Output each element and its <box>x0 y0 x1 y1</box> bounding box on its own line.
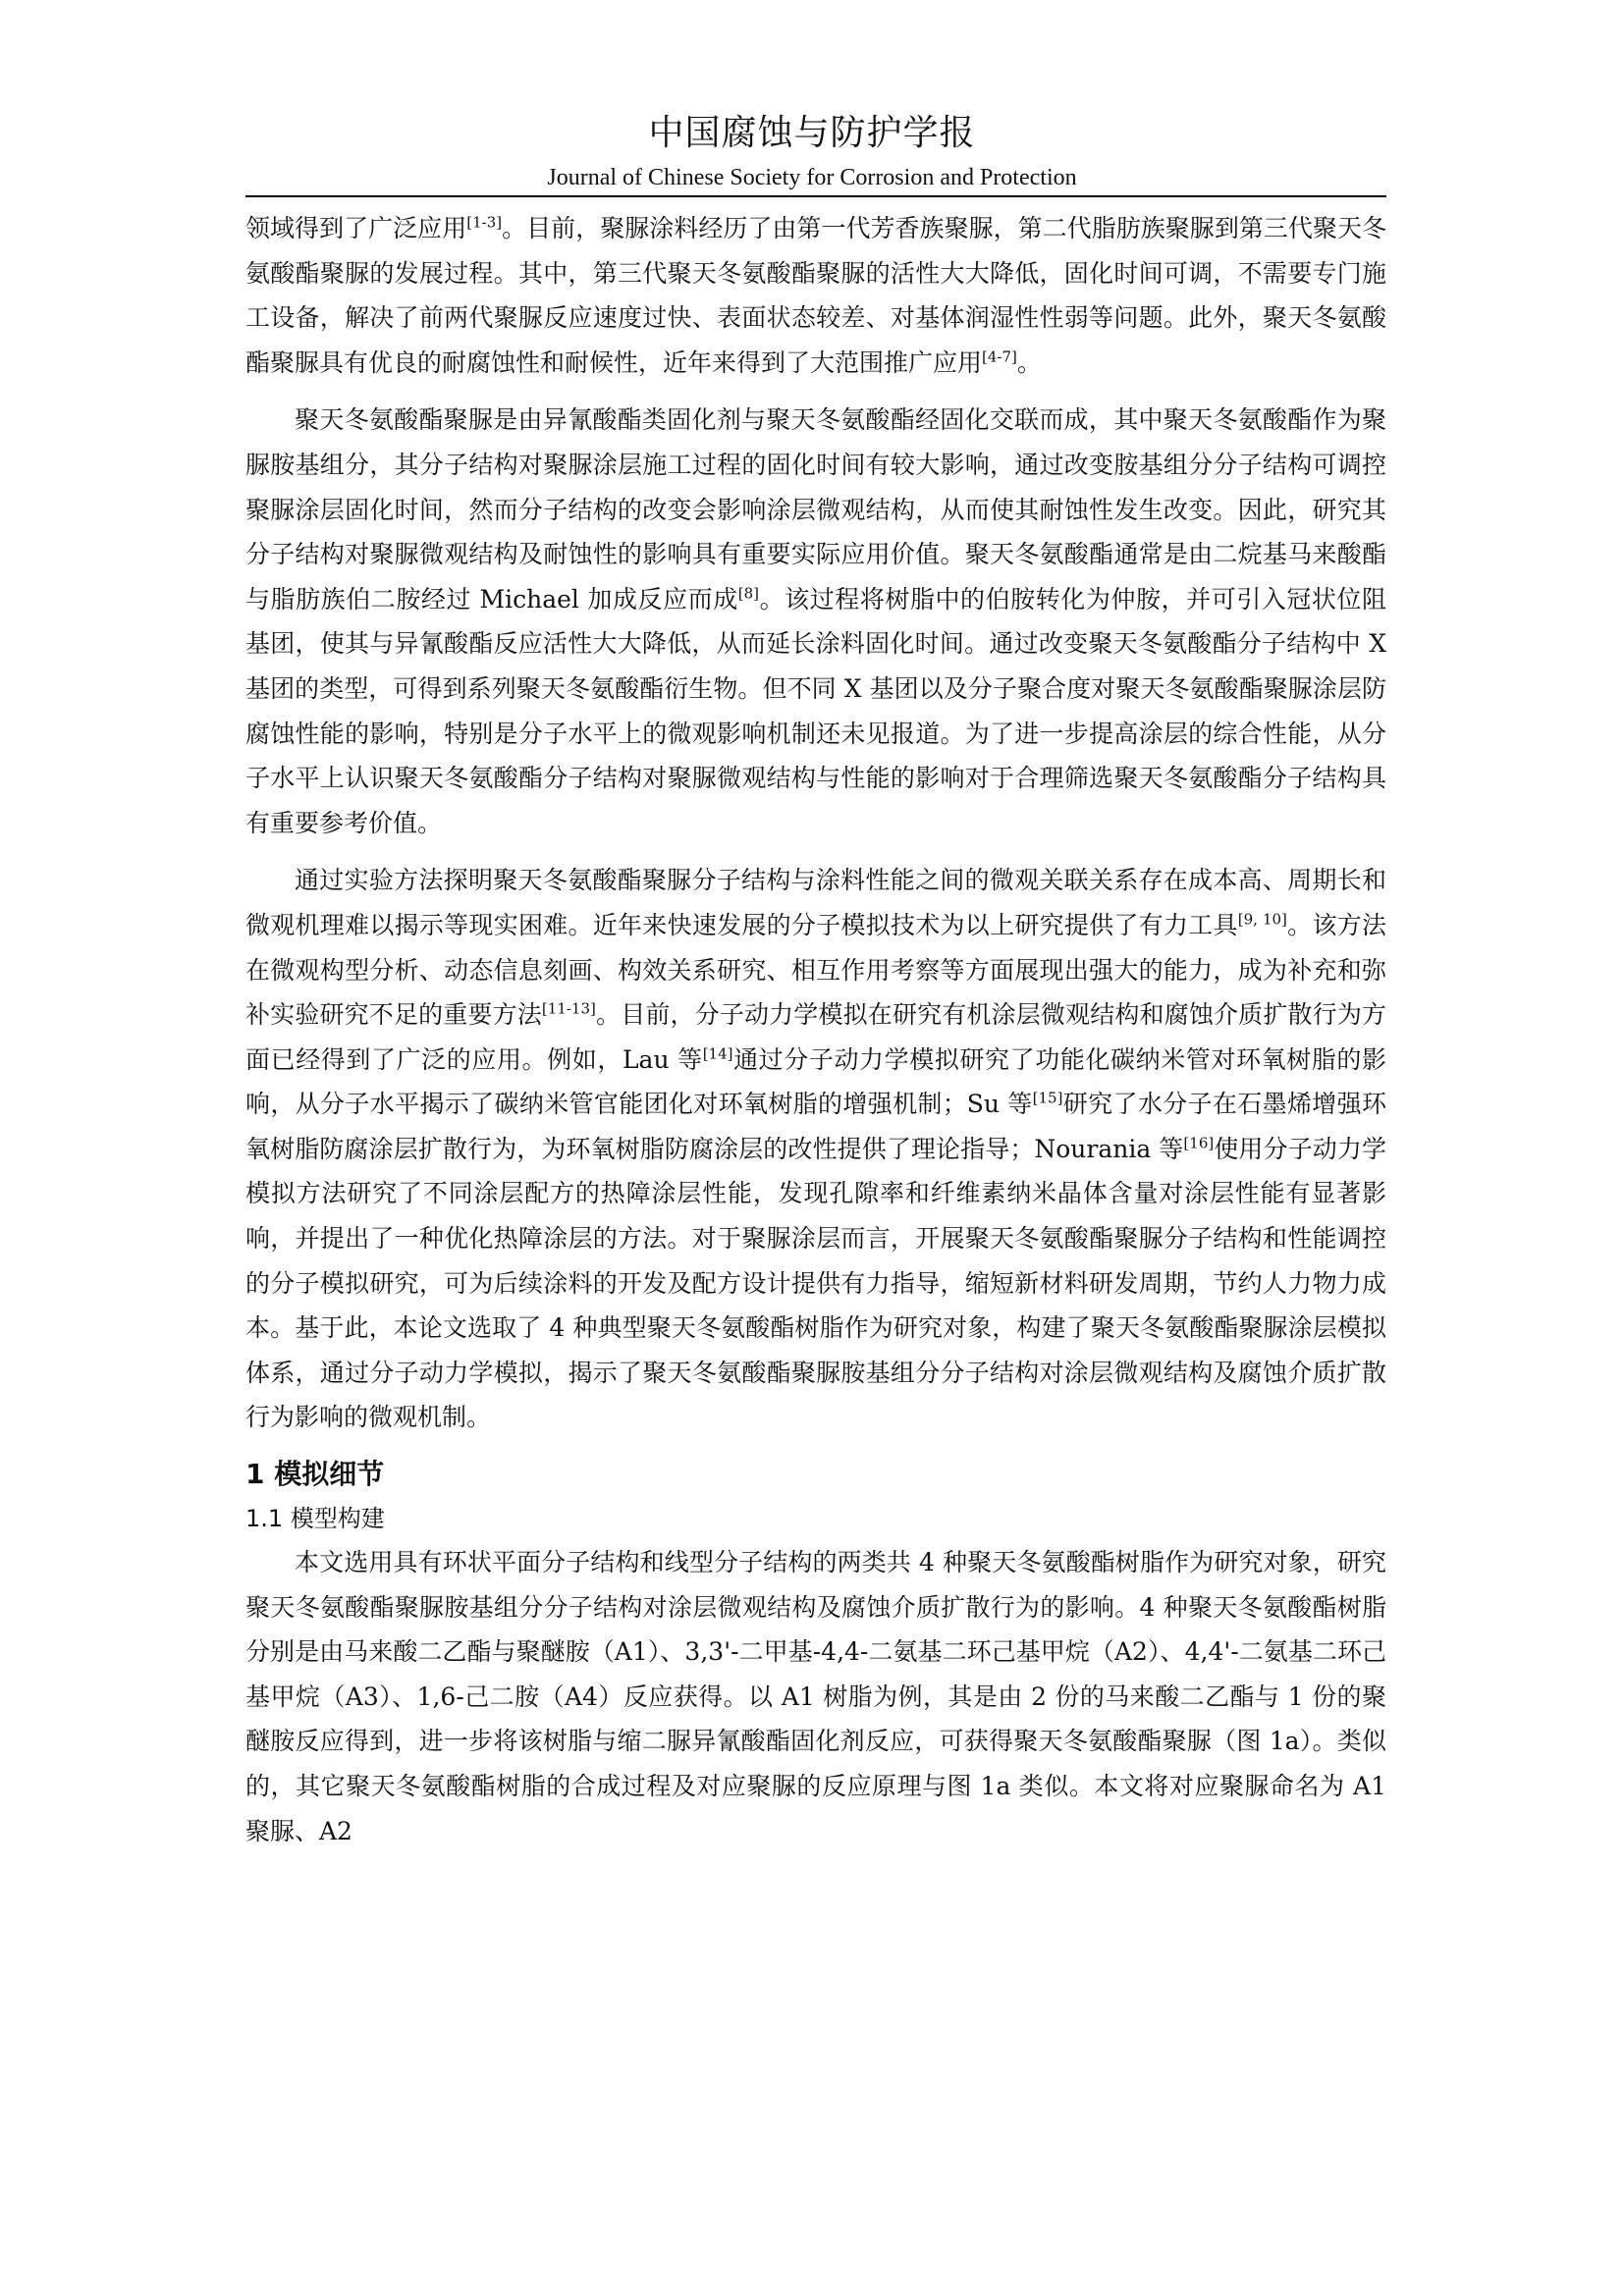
header-rule <box>245 195 1386 197</box>
text: 。该过程将树脂中的伯胺转化为仲胺，并可引入冠状位阻基团，使其与异氰酸酯反应活性大大降低，从而延长涂料固化时间。通过改变聚天冬氨酸酯分子结构中 X 基团的类型，可得到系列聚天冬氨酸酯衍生物。但不同 X 基团以及分子聚合度对聚天冬氨酸酯聚脲涂层防腐蚀性能的影响，特别是分子水平上的微观影响机制还未见报道。为了进一步提高涂层的综合性能，从分子水平上认识聚天冬氨酸酯分子结构对聚脲微观结构与性能的影响对于合理筛选聚天冬氨酸酯分子结构具有重要参考价值。 <box>245 584 1386 837</box>
paragraph-2 <box>245 398 1386 845</box>
citation: [16] <box>1183 1134 1215 1152</box>
text: 。目前，分子动力学模拟在研究有机涂层微观结构和腐蚀介质扩散行为方面已经得到了广泛的应用。例如，Lau 等 <box>245 1000 1386 1074</box>
citation: [4-7] <box>982 347 1017 366</box>
citation: [14] <box>702 1044 733 1063</box>
text: 研究了水分子在石墨烯增强环氧树脂防腐涂层扩散行为，为环氧树脂防腐涂层的改性提供了理论指导；Nourania 等 <box>245 1090 1386 1163</box>
text: 通过实验方法探明聚天冬氨酸酯聚脲分子结构与涂料性能之间的微观关联关系存在成本高、周期长和微观机理难以揭示等现实困难。近年来快速发展的分子模拟技术为以上研究提供了有力工具 <box>245 866 1386 939</box>
subsection-heading-1-1: 1.1 模型构建 <box>245 1505 385 1533</box>
article-body <box>245 206 1386 1853</box>
paragraph-1 <box>245 206 1386 385</box>
running-header <box>0 110 1624 192</box>
text: 通过分子动力学模拟研究了功能化碳纳米管对环氧树脂的影响，从分子水平揭示了碳纳米管官能团化对环氧树脂的增强机制；Su 等 <box>245 1044 1386 1119</box>
section-heading-1: 1 模拟细节 <box>245 1458 385 1491</box>
paragraph-3 <box>245 858 1386 1440</box>
text: 使用分子动力学模拟方法研究了不同涂层配方的热障涂层性能，发现孔隙率和纤维素纳米晶体含量对涂层性能有显著影响，并提出了一种优化热障涂层的方法。对于聚脲涂层而言，开展聚天冬氨酸酯聚脲分子结构和性能调控的分子模拟研究，可为后续涂料的开发及配方设计提供有力指导，缩短新材料研发周期，节约人力物力成本。基于此，本论文选取了 4 种典型聚天冬氨酸酯树脂作为研究对象，构建了聚天冬氨酸酯聚脲涂层模拟体系，通过分子动力学模拟，揭示了聚天冬氨酸酯聚脲胺基组分分子结构对涂层微观结构及腐蚀介质扩散行为影响的微观机制。 <box>245 1134 1386 1432</box>
text: 聚天冬氨酸酯聚脲是由异氰酸酯类固化剂与聚天冬氨酸酯经固化交联而成，其中聚天冬氨酸酯作为聚脲胺基组分，其分子结构对聚脲涂层施工过程的固化时间有较大影响，通过改变胺基组分分子结构可调控聚脲涂层固化时间，然而分子结构的改变会影响涂层微观结构，从而使其耐蚀性发生改变。因此，研究其分子结构对聚脲微观结构及耐蚀性的影响具有重要实际应用价值。聚天冬氨酸酯通常是由二烷基马来酸酯与脂肪族伯二胺经过 Michael 加成反应而成 <box>245 405 1386 614</box>
citation: [15] <box>1032 1089 1063 1107</box>
journal-title-en: Journal of Chinese Society for Corrosion and Protection <box>547 165 1077 190</box>
paragraph-4 <box>245 1540 1386 1853</box>
citation: [9, 10] <box>1237 910 1287 929</box>
text: 领域得到了广泛应用 <box>245 214 467 242</box>
text: 本文选用具有环状平面分子结构和线型分子结构的两类共 4 种聚天冬氨酸酯树脂作为研究对象，研究聚天冬氨酸酯聚脲胺基组分分子结构对涂层微观结构及腐蚀介质扩散行为的影响。4 种聚天冬氨酸酯树脂分别是由马来酸二乙酯与聚醚胺（A1）、3,3'-二甲基-4,4-二氨基二环己基甲烷（A2）、4,4'-二氨基二环己基甲烷（A3）、1,6-己二胺（A4）反应获得。以 A1 树脂为例，其是由 2 份的马来酸二乙酯与 1 份的聚醚胺反应得到，进一步将该树脂与缩二脲异氰酸酯固化剂反应，可获得聚天冬氨酸酯聚脲（图 1a）。类似的，其它聚天冬氨酸酯树脂的合成过程及对应聚脲的反应原理与图 1a 类似。本文将对应聚脲命名为 A1 聚脲、A2 <box>245 1548 1386 1845</box>
text: 。该方法在微观构型分析、动态信息刻画、构效关系研究、相互作用考察等方面展现出强大的能力，成为补充和弥补实验研究不足的重要方法 <box>245 910 1386 1030</box>
citation: [1-3] <box>466 213 503 232</box>
text: 。目前，聚脲涂料经历了由第一代芳香族聚脲，第二代脂肪族聚脲到第三代聚天冬氨酸酯聚脲的发展过程。其中，第三代聚天冬氨酸酯聚脲的活性大大降低，固化时间可调，不需要专门施工设备，解决了前两代聚脲反应速度过快、表面状态较差、对基体润湿性性弱等问题。此外，聚天冬氨酸酯聚脲具有优良的耐腐蚀性和耐候性，近年来得到了大范围推广应用 <box>245 214 1386 377</box>
text: 。 <box>1016 347 1042 377</box>
journal-title-cn: 中国腐蚀与防护学报 <box>648 113 976 153</box>
citation: [8] <box>737 584 760 603</box>
citation: [11-13] <box>541 999 596 1018</box>
